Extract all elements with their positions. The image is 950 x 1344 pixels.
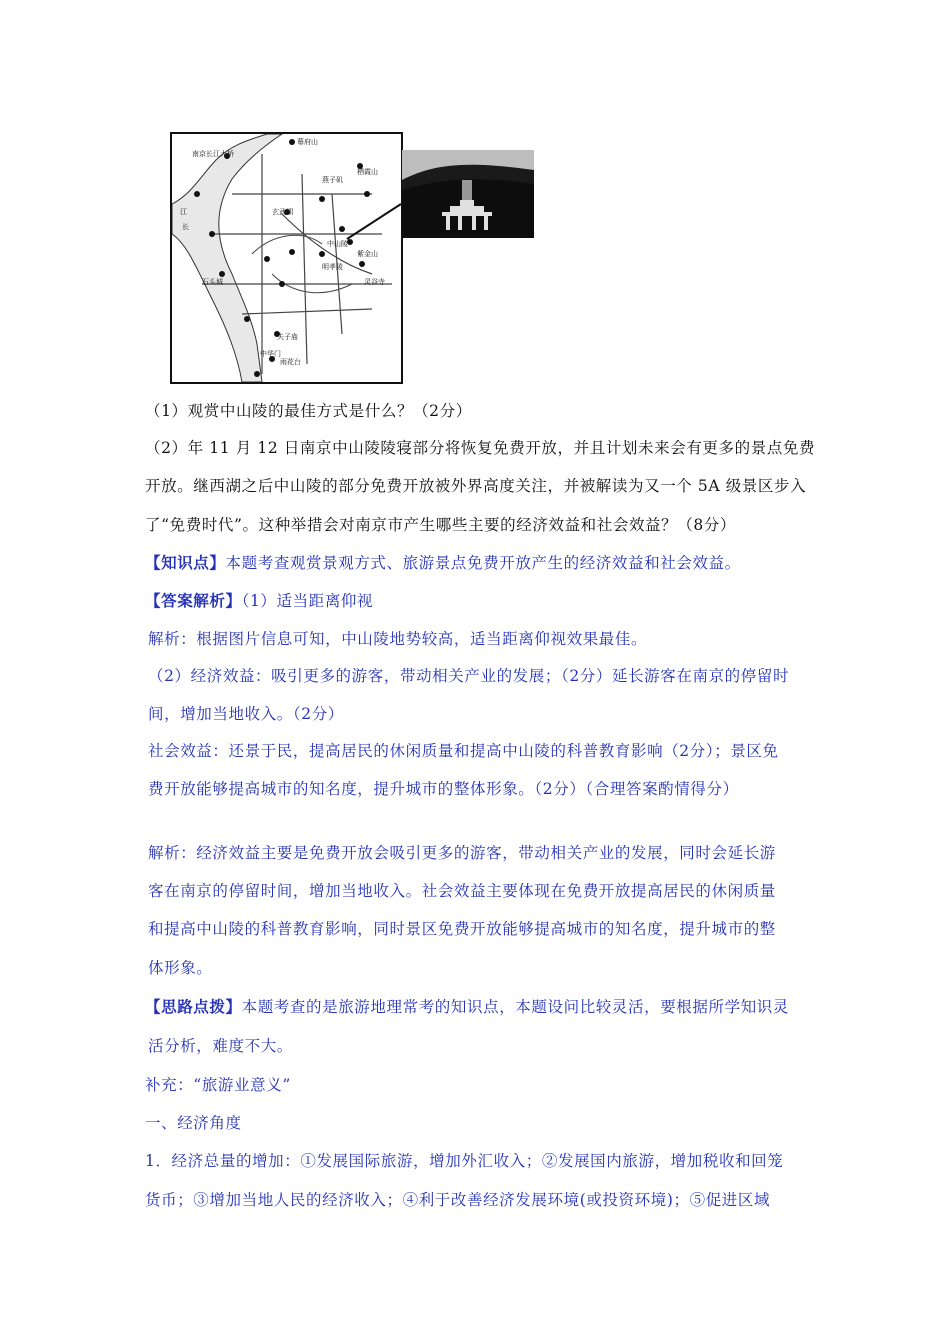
question-2-line: 开放。继西湖之后中山陵的部分免费开放被外界高度关注，并被解读为又一个 5A 级景区步入 (145, 477, 807, 495)
map-label: 玄武湖 (272, 208, 293, 216)
map-figure (170, 132, 550, 384)
map-label: 幕府山 (297, 138, 318, 146)
answer-2-line: 社会效益：还景于民，提高居民的休闲质量和提高中山陵的科普教育影响（2分）；景区免 (148, 742, 779, 760)
map-label: 栖霞山 (357, 168, 378, 176)
analysis-line: 解析：经济效益主要是免费开放会吸引更多的游客，带动相关产业的发展，同时会延长游 (148, 844, 776, 862)
answer-header (145, 591, 373, 611)
knowledge-point (145, 553, 741, 573)
supplement-title: 补充：“旅游业意义” (145, 1076, 291, 1094)
answer-2-line: （2）经济效益：吸引更多的游客，带动相关产业的发展；（2分）延长游客在南京的停留时 (148, 667, 790, 685)
answer-1: （1）适当距离仰视 (241, 592, 374, 610)
map-label: 燕子矶 (322, 176, 343, 184)
analysis-line: 和提高中山陵的科普教育影响，同时景区免费开放能够提高城市的知名度，提升城市的整 (148, 920, 776, 938)
tip-line (145, 997, 789, 1017)
mausoleum-photo (402, 150, 534, 238)
supplement-section: 一、经济角度 (145, 1114, 242, 1132)
answer-tag: 【答案解析】 (145, 591, 242, 610)
map-label: 长 (182, 223, 189, 231)
map-label: 南京长江大桥 (192, 150, 234, 158)
map-label: 紫金山 (357, 250, 378, 258)
map-label: 石头城 (202, 278, 223, 286)
supplement-paragraph: 1．经济总量的增加：①发展国际旅游，增加外汇收入；②发展国内旅游，增加税收和回笼 (145, 1152, 784, 1170)
map-label: 中山陵 (327, 240, 348, 248)
analysis-line: 体形象。 (148, 959, 213, 977)
knowledge-text: 本题考查观赏景观方式、旅游景点免费开放产生的经济效益和社会效益。 (225, 554, 741, 572)
map-drawing (172, 134, 401, 382)
map-label: 灵谷寺 (364, 278, 385, 286)
question-1: （1）观赏中山陵的最佳方式是什么？（2分） (145, 402, 472, 420)
map-label: 明孝陵 (322, 263, 343, 271)
map-label: 中华门 (260, 350, 281, 358)
answer-2-line: 间，增加当地收入。（2分） (148, 705, 344, 723)
question-2-line: （2）年 11 月 12 日南京中山陵陵寝部分将恢复免费开放，并且计划未来会有更多的景点免费 (145, 439, 816, 457)
answer-2-line: 费开放能够提高城市的知名度，提升城市的整体形象。（2分）（合理答案酌情得分） (148, 780, 739, 798)
analysis-line: 客在南京的停留时间，增加当地收入。社会效益主要体现在免费开放提高居民的休闲质量 (148, 882, 776, 900)
map-label: 江 (180, 208, 187, 216)
supplement-paragraph: 货币；③增加当地人民的经济收入；④利于改善经济发展环境(或投资环境)；⑤促进区域 (145, 1191, 771, 1209)
map-label: 夫子庙 (277, 333, 298, 341)
answer-1-analysis: 解析：根据图片信息可知，中山陵地势较高，适当距离仰视效果最佳。 (148, 630, 648, 648)
tip-tag: 【思路点拨】 (145, 997, 242, 1016)
map-label: 雨花台 (280, 358, 301, 366)
tip-text: 本题考查的是旅游地理常考的知识点，本题设问比较灵活，要根据所学知识灵 (241, 998, 790, 1016)
tip-line-2: 活分析，难度不大。 (148, 1037, 293, 1055)
nanjing-map (170, 132, 403, 384)
question-2-line: 了“免费时代”。这种举措会对南京市产生哪些主要的经济效益和社会效益？（8分） (145, 516, 737, 534)
knowledge-tag: 【知识点】 (145, 553, 226, 572)
